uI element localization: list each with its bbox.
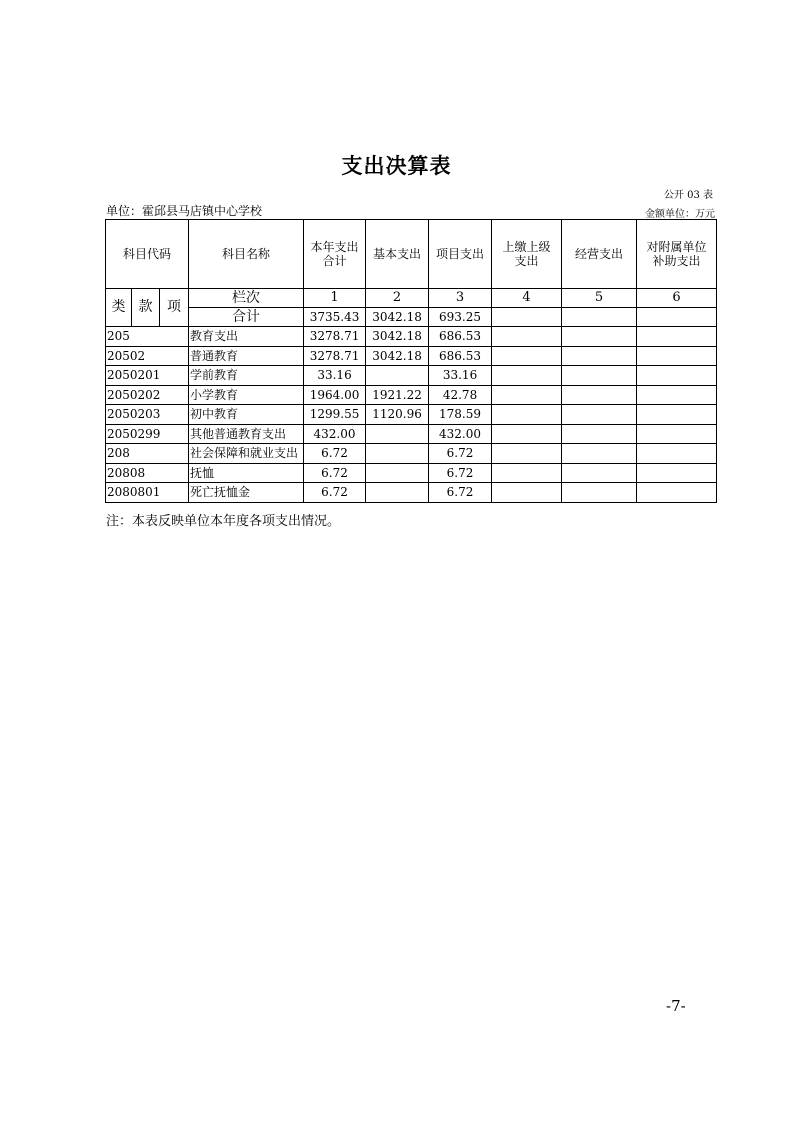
amount-cell: 686.53 xyxy=(429,327,492,347)
amount-cell: 3278.71 xyxy=(304,327,366,347)
amount-cell xyxy=(637,385,717,405)
header-subsidy-line2: 补助支出 xyxy=(652,254,701,268)
amount-cell: 432.00 xyxy=(429,424,492,444)
subject-code-cell: 20502 xyxy=(106,346,189,366)
amount-cell xyxy=(492,385,562,405)
subject-code-cell: 2080801 xyxy=(106,483,189,503)
table-row xyxy=(106,327,717,347)
column-number: 3 xyxy=(429,289,492,308)
table-row xyxy=(106,483,717,503)
amount-cell: 42.78 xyxy=(429,385,492,405)
subject-code-cell: 2050203 xyxy=(106,405,189,425)
header-upper-line2: 支出 xyxy=(514,254,539,268)
amount-cell: 3278.71 xyxy=(304,346,366,366)
total-value: 3042.18 xyxy=(366,308,429,327)
amount-cell xyxy=(562,463,637,483)
subject-name-cell: 其他普通教育支出 xyxy=(189,424,304,444)
total-label: 合计 xyxy=(189,308,304,327)
subject-name-cell: 普通教育 xyxy=(189,346,304,366)
amount-unit-label: 金额单位：万元 xyxy=(645,209,715,220)
column-number-row xyxy=(106,289,717,308)
amount-cell: 686.53 xyxy=(429,346,492,366)
amount-cell xyxy=(637,346,717,366)
amount-cell xyxy=(562,444,637,464)
amount-cell: 6.72 xyxy=(429,483,492,503)
column-number: 6 xyxy=(637,289,717,308)
header-lei: 类 xyxy=(106,289,132,327)
column-number: 4 xyxy=(492,289,562,308)
page-title: 支出决算表 xyxy=(341,154,452,178)
amount-cell xyxy=(637,463,717,483)
amount-cell: 33.16 xyxy=(304,366,366,386)
table-row xyxy=(106,424,717,444)
header-subsidy xyxy=(637,220,717,289)
header-upper xyxy=(492,220,562,289)
total-value xyxy=(637,308,717,327)
unit-label: 单位：霍邱县马店镇中心学校 xyxy=(106,204,263,218)
table-row xyxy=(106,346,717,366)
header-subject-name: 科目名称 xyxy=(189,220,304,289)
subject-name-cell: 初中教育 xyxy=(189,405,304,425)
amount-cell xyxy=(492,327,562,347)
subject-name-cell: 小学教育 xyxy=(189,385,304,405)
amount-cell: 6.72 xyxy=(304,444,366,464)
header-row xyxy=(106,220,717,289)
amount-cell xyxy=(637,483,717,503)
amount-cell xyxy=(562,327,637,347)
total-value: 3735.43 xyxy=(304,308,366,327)
amount-cell xyxy=(366,444,429,464)
header-upper-line1: 上缴上级 xyxy=(502,239,551,254)
amount-cell xyxy=(366,483,429,503)
amount-cell xyxy=(562,385,637,405)
amount-cell: 178.59 xyxy=(429,405,492,425)
amount-cell xyxy=(492,444,562,464)
form-number: 公开 03 表 xyxy=(663,190,713,201)
amount-cell xyxy=(492,346,562,366)
header-operation: 经营支出 xyxy=(562,220,637,289)
amount-cell: 1964.00 xyxy=(304,385,366,405)
amount-cell xyxy=(492,405,562,425)
subject-code-cell: 205 xyxy=(106,327,189,347)
footnote: 注：本表反映单位本年度各项支出情况。 xyxy=(106,514,341,529)
total-value xyxy=(492,308,562,327)
amount-cell: 33.16 xyxy=(429,366,492,386)
header-total-line1: 本年支出 xyxy=(310,239,359,254)
subject-name-cell: 死亡抚恤金 xyxy=(189,483,304,503)
total-row xyxy=(106,308,717,327)
amount-cell: 6.72 xyxy=(304,463,366,483)
column-number: 5 xyxy=(562,289,637,308)
amount-cell xyxy=(492,483,562,503)
amount-cell xyxy=(366,463,429,483)
subject-code-cell: 2050202 xyxy=(106,385,189,405)
amount-cell xyxy=(637,405,717,425)
page-number: -7- xyxy=(666,997,686,1015)
subject-code-cell: 208 xyxy=(106,444,189,464)
column-number: 1 xyxy=(304,289,366,308)
column-no-label: 栏次 xyxy=(189,289,304,308)
amount-cell xyxy=(366,366,429,386)
subject-code-cell: 2050201 xyxy=(106,366,189,386)
subject-name-cell: 教育支出 xyxy=(189,327,304,347)
header-kuan: 款 xyxy=(132,289,160,327)
header-total-line2: 合计 xyxy=(322,254,347,268)
subject-code-cell: 2050299 xyxy=(106,424,189,444)
amount-cell: 3042.18 xyxy=(366,327,429,347)
header-basic: 基本支出 xyxy=(366,220,429,289)
header-subsidy-line1: 对附属单位 xyxy=(646,239,707,254)
total-value xyxy=(562,308,637,327)
amount-cell: 1120.96 xyxy=(366,405,429,425)
table-row xyxy=(106,463,717,483)
column-number: 2 xyxy=(366,289,429,308)
amount-cell: 1921.22 xyxy=(366,385,429,405)
amount-cell xyxy=(562,483,637,503)
amount-cell: 1299.55 xyxy=(304,405,366,425)
table-row xyxy=(106,366,717,386)
header-total xyxy=(304,220,366,289)
header-project: 项目支出 xyxy=(429,220,492,289)
amount-cell: 6.72 xyxy=(304,483,366,503)
amount-cell: 6.72 xyxy=(429,463,492,483)
amount-cell: 6.72 xyxy=(429,444,492,464)
amount-cell xyxy=(562,405,637,425)
amount-cell xyxy=(562,424,637,444)
subject-name-cell: 社会保障和就业支出 xyxy=(189,444,304,464)
amount-cell xyxy=(492,424,562,444)
amount-cell: 432.00 xyxy=(304,424,366,444)
total-value: 693.25 xyxy=(429,308,492,327)
amount-cell xyxy=(366,424,429,444)
header-xiang: 项 xyxy=(160,289,189,327)
amount-cell xyxy=(637,424,717,444)
amount-cell xyxy=(637,366,717,386)
table-row xyxy=(106,405,717,425)
expenditure-table xyxy=(105,219,717,503)
amount-cell xyxy=(562,346,637,366)
amount-cell xyxy=(562,366,637,386)
header-subject-code: 科目代码 xyxy=(106,220,189,289)
subject-name-cell: 抚恤 xyxy=(189,463,304,483)
subject-code-cell: 20808 xyxy=(106,463,189,483)
amount-cell xyxy=(492,463,562,483)
table-row xyxy=(106,385,717,405)
amount-cell: 3042.18 xyxy=(366,346,429,366)
amount-cell xyxy=(637,327,717,347)
table-row xyxy=(106,444,717,464)
amount-cell xyxy=(637,444,717,464)
subject-name-cell: 学前教育 xyxy=(189,366,304,386)
amount-cell xyxy=(492,366,562,386)
